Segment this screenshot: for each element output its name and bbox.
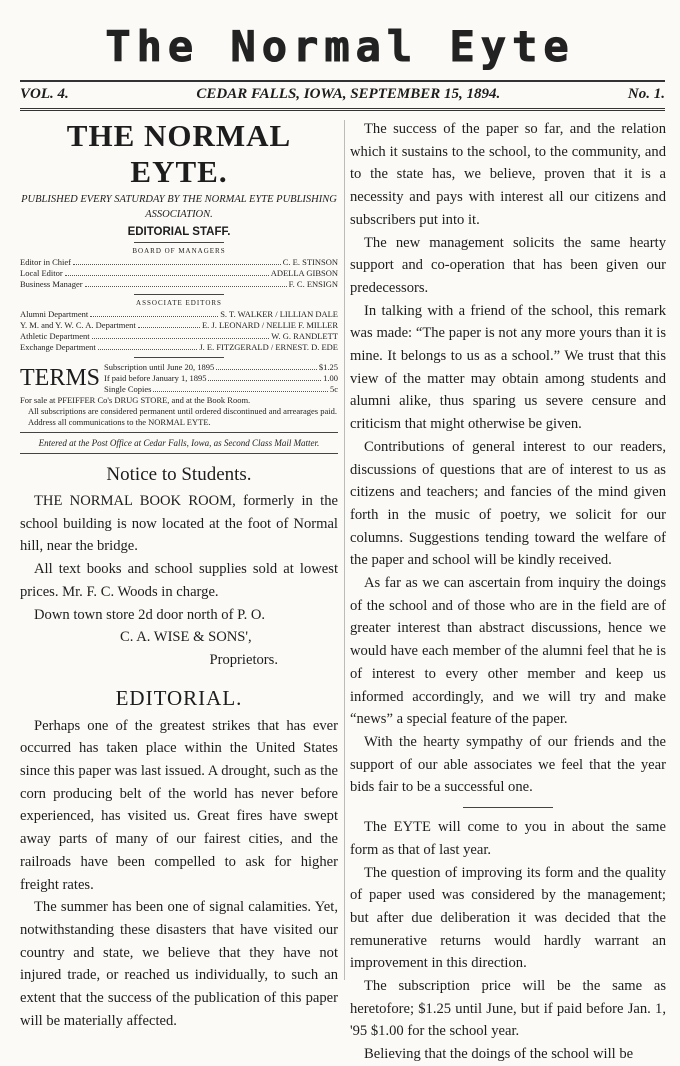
role: Y. M. and Y. W. C. A. Department bbox=[20, 320, 136, 330]
notice-signature-title: Proprietors. bbox=[209, 651, 278, 668]
subscription-note: All subscriptions are considered permanent until ordered discontinued and arrearages paid. bbox=[28, 406, 337, 416]
notice-heading: Notice to Students. bbox=[106, 464, 252, 485]
role: Athletic Department bbox=[20, 331, 90, 341]
board-heading: BOARD OF MANAGERS bbox=[132, 247, 226, 255]
name: J. E. FITZGERALD / ERNEST. D. EDE bbox=[199, 342, 338, 352]
terms-row bbox=[104, 384, 338, 395]
assoc-heading: ASSOCIATE EDITORS bbox=[136, 299, 222, 307]
terms-row bbox=[104, 362, 338, 373]
editorial-paragraph: As far as we can ascertain from inquiry the doings of the school and of those who are in the field are of greater interest than abstract discussions, hence we would have each member of the alumni feel that he is of interest to every other member and keep us informed accordingly, and we will try and make “news” a special feature of the paper. bbox=[350, 575, 666, 728]
notice-paragraph: THE NORMAL BOOK ROOM, formerly in the school building is now located at the foot of Normal hill, near the bridge. bbox=[20, 493, 338, 555]
price: 1.00 bbox=[323, 373, 338, 383]
notice-paragraph: Down town store 2d door north of P. O. bbox=[34, 606, 266, 623]
terms-block bbox=[20, 362, 338, 395]
name: F. C. ENSIGN bbox=[288, 279, 338, 289]
editorial-paragraph: The success of the paper so far, and the relation which it sustains to the school, to the community, and to the state has, we believe, proven that it is a necessity and pays with interest all our citizens and subscribers put into it. bbox=[350, 121, 666, 228]
editorial-heading: EDITORIAL. bbox=[115, 685, 243, 710]
sale-note: For sale at PFEIFFER Co's DRUG STORE, and at the Book Room. bbox=[20, 395, 251, 405]
price: $1.25 bbox=[318, 362, 338, 372]
divider bbox=[20, 108, 665, 111]
editorial-paragraph: In talking with a friend of the school, this remark was made: “The paper is not any more yours than it is mine. It belongs to us as a school.” We trust that this view of the matter may obtain among students and alumni alike, thus sparing us severe censure and criticism that might otherwise be given. bbox=[350, 302, 666, 433]
editorial-paragraph: The summer has been one of signal calamities. Yet, notwithstanding these disasters that have visited our country and state, we believe that they have not injured trade, or reached us individually, to such an extent that the success of the publication of this paper will be materially affected. bbox=[20, 899, 338, 1029]
notice-paragraph: All text books and school supplies sold at lowest prices. Mr. F. C. Woods in charge. bbox=[20, 561, 338, 600]
divider bbox=[134, 357, 224, 358]
divider bbox=[20, 80, 665, 82]
place-date: CEDAR FALLS, IOWA, SEPTEMBER 15, 1894. bbox=[196, 86, 501, 102]
column-divider bbox=[344, 120, 345, 980]
name: ADELLA GIBSON bbox=[270, 268, 338, 278]
editorial-paragraph: The EYTE will come to you in about the same form as that of last year. bbox=[350, 819, 666, 858]
divider bbox=[134, 242, 224, 243]
divider bbox=[463, 807, 553, 808]
left-column bbox=[20, 118, 338, 1032]
mail-entry-note: Entered at the Post Office at Cedar Falls, Iowa, as Second Class Mail Matter. bbox=[38, 438, 320, 448]
role: Exchange Department bbox=[20, 342, 96, 352]
paper-title: THE NORMAL EYTE. bbox=[66, 118, 292, 189]
assoc-list bbox=[20, 309, 338, 353]
publisher-line: PUBLISHED EVERY SATURDAY BY THE NORMAL EYTE PUBLISHING ASSOCIATION. bbox=[21, 194, 337, 220]
divider bbox=[134, 294, 224, 295]
editorial-paragraph: Perhaps one of the greatest strikes that has ever occurred has taken place within the United States since this paper was last issued. A drought, such as the corn producing belt of the world has never before experienced, has visited us. Great fires have swept away parts of many of our fairest cities, and the railroads have been compelled to ask for higher freight rates. bbox=[20, 717, 338, 893]
divider bbox=[20, 453, 338, 454]
price: 5c bbox=[329, 384, 338, 394]
volume: VOL. 4. bbox=[20, 86, 69, 102]
name: S. T. WALKER / LILLIAN DALE bbox=[220, 309, 338, 319]
role: Local Editor bbox=[20, 268, 63, 278]
divider bbox=[20, 432, 338, 433]
role: Editor in Chief bbox=[20, 257, 71, 267]
staff-row bbox=[20, 268, 338, 279]
editorial-paragraph: The new management solicits the same hearty support and co-operation that has been given our predecessors. bbox=[350, 234, 666, 296]
right-column bbox=[350, 118, 666, 1066]
terms-label: TERMS bbox=[20, 365, 101, 391]
staff-row bbox=[20, 320, 338, 331]
staff-row bbox=[20, 279, 338, 290]
notice-signature: C. A. WISE & SONS', bbox=[120, 629, 252, 646]
issue-number: No. 1. bbox=[627, 86, 665, 102]
editorial-paragraph: The subscription price will be the same as heretofore; $1.25 until June, but if paid before Jan. 1, '95 $1.00 for the school year. bbox=[350, 978, 666, 1040]
item: If paid before January 1, 1895 bbox=[104, 373, 207, 383]
editorial-paragraph: Contributions of general interest to our readers, discussions of questions that are of interest to us as citizens and teachers; and fancies of the mind given forth in the music of poetry, we solicit for our columns. Suggestions tending toward the welfare of the paper and school will be kindly received. bbox=[350, 438, 666, 569]
staff-row bbox=[20, 331, 338, 342]
item: Subscription until June 20, 1895 bbox=[104, 362, 215, 372]
name: C. E. STINSON bbox=[282, 257, 338, 267]
staff-row bbox=[20, 309, 338, 320]
masthead-logo: The Normal Eyte bbox=[105, 22, 575, 71]
staff-row bbox=[20, 342, 338, 353]
staff-heading: EDITORIAL STAFF. bbox=[127, 226, 231, 238]
item: Single Copies bbox=[104, 384, 152, 394]
dateline bbox=[20, 86, 665, 103]
editorial-paragraph: The question of improving its form and the quality of paper used was considered by the management; but after due deliberation it was decided that the remunerative returns would hardly warrant an improvement in this direction. bbox=[350, 864, 666, 972]
role: Business Manager bbox=[20, 279, 83, 289]
editorial-paragraph: Believing that the doings of the school will be bbox=[364, 1046, 634, 1063]
name: E. J. LEONARD / NELLIE F. MILLER bbox=[201, 320, 338, 330]
board-list bbox=[20, 257, 338, 290]
address-note: Address all communications to the NORMAL EYTE. bbox=[28, 417, 211, 427]
role: Alumni Department bbox=[20, 309, 89, 319]
editorial-paragraph: With the hearty sympathy of our friends and the support of our able associates we feel that the year bids fair to be a successful one. bbox=[350, 733, 666, 796]
terms-row bbox=[104, 373, 338, 384]
name: W. G. RANDLETT bbox=[271, 331, 338, 341]
staff-row bbox=[20, 257, 338, 268]
